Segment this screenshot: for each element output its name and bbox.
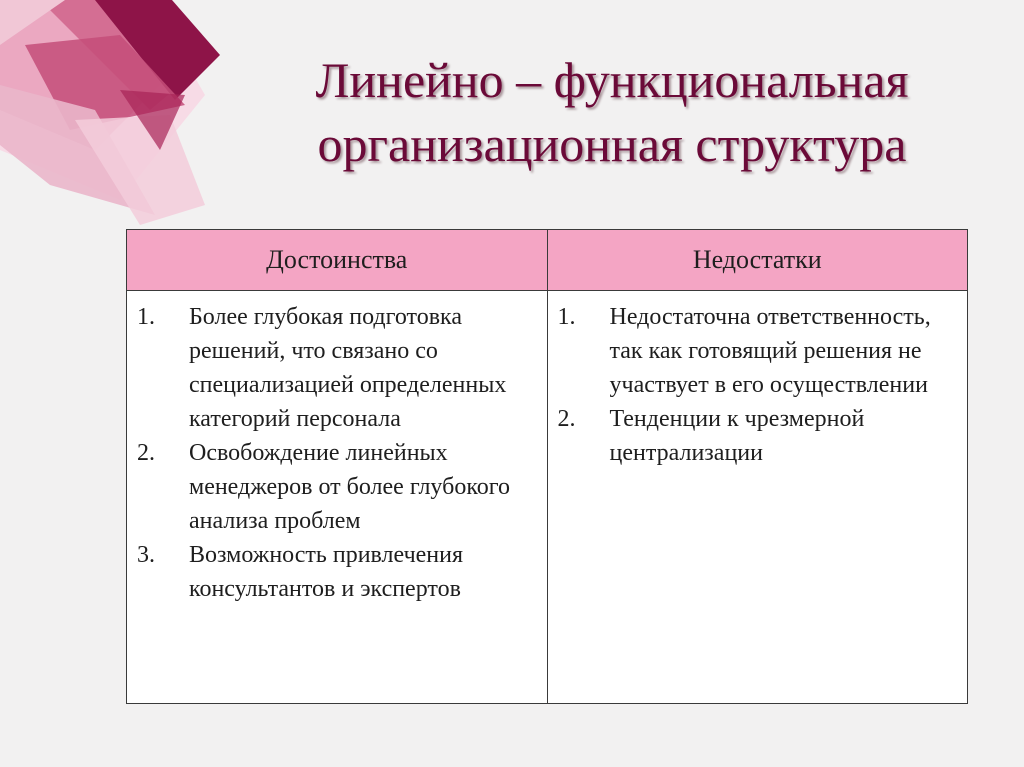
comparison-table <box>126 229 968 704</box>
list-item-number: 2. <box>137 440 155 466</box>
slide-title-line-1: Линейно – функциональная <box>315 52 909 108</box>
table-header-row <box>127 230 968 291</box>
list-item-text: Возможность привлечения консультантов и экспертов <box>189 542 464 602</box>
list-item <box>558 402 958 470</box>
list-item-text: Освобождение линейных менеджеров от более глубокого анализа проблем <box>189 440 511 534</box>
list-item-number: 1. <box>557 304 576 330</box>
slide-title <box>222 48 1002 176</box>
list-item-text: Недостаточна ответственность, так как готовящий решения не участвует в его осуществлении <box>609 304 931 398</box>
list-item-number: 2. <box>557 406 576 432</box>
advantages-cell <box>127 291 548 704</box>
header-advantages: Достоинства <box>127 230 548 291</box>
list-item-text: Тенденции к чрезмерной централизации <box>609 406 865 466</box>
list-item <box>137 300 537 436</box>
header-disadvantages: Недостатки <box>547 230 968 291</box>
list-item-number: 3. <box>137 542 155 568</box>
list-item <box>137 436 537 538</box>
advantages-list <box>137 300 537 606</box>
table-body-row <box>127 291 968 704</box>
disadvantages-list <box>558 300 958 470</box>
list-item-text: Более глубокая подготовка решений, что связано со специализацией определенных категорий персонала <box>189 304 507 432</box>
slide-title-line-2: организационная структура <box>317 116 907 172</box>
list-item-number: 1. <box>137 304 155 330</box>
list-item <box>137 538 537 606</box>
disadvantages-cell <box>547 291 968 704</box>
decorative-pink-shapes <box>0 0 260 240</box>
list-item <box>558 300 958 402</box>
